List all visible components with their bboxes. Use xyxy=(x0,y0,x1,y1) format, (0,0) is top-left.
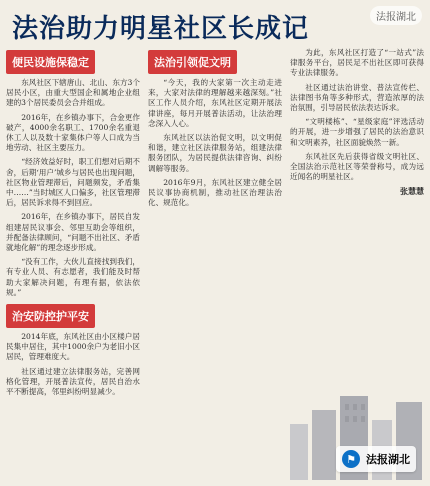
paragraph: 东风社区先后获得省级文明社区、全国法治示范社区等荣誉称号，成为远近闻名的明星社区。 xyxy=(290,151,424,182)
column-2 xyxy=(148,48,282,480)
page-title: 法治助力明星社区长成记 xyxy=(12,14,310,44)
paragraph: 东风社区下辖唐山、北山、东方3个居民小区，由重大型国企和属地企业组建的3个居民委员会合并组成。 xyxy=(6,78,140,108)
paragraph: “今天，我的大家第一次主动走进来，大家对法律的理解越来越深刻。”社区工作人员介绍，东风社区定期开展法律讲座，每月开展普法活动，让法治理念深入人心。 xyxy=(148,78,282,128)
column-1 xyxy=(6,48,140,480)
paragraph: “经济效益好时，职工们想对后期不舍，后期‘用户’城乡与居民也出现问题，社区物业管理滞后，问题频发，矛盾集中……”当时城区人口偏多，社区管理滞后，居民诉求得不到回应。 xyxy=(6,157,140,208)
paragraph: 2016年，在乡镇办事下，居民自发组建居民议事会、邻里互助会等组织，并配备法律顾问，“问题不出社区、矛盾就地化解”的理念逐步形成。 xyxy=(6,212,140,253)
paragraph: “文明楼栋”、“星级家庭”评选活动的开展，进一步增强了居民的法治意识和文明素养，社区面貌焕然一新。 xyxy=(290,117,424,147)
paragraph: 东风社区以法治促文明，以文明促和谐，建立社区法律服务站，组建法律服务团队，为居民提供法律咨询、纠纷调解等服务。 xyxy=(148,133,282,173)
paragraph: 2014年底，东风社区由小区楼户居民集中居住，其中1000余户为老旧小区居民，管理难度大。 xyxy=(6,332,140,362)
paragraph: 为此，东风社区打造了“一站式”法律服务平台，居民足不出社区即可获得专业法律服务。 xyxy=(290,48,424,78)
paragraph: 2016年，在乡镇办事下，合金更作破产，4000余名职工、1700余名重退休工人以及数十家集体户等人口成为当地劳动、社区主要压力。 xyxy=(6,112,140,153)
column-3 xyxy=(290,48,424,480)
author-name: 张慧慧 xyxy=(400,186,424,197)
watermark-badge: 法报湖北 xyxy=(370,6,422,25)
section-title-1: 便民设施保稳定 xyxy=(6,50,95,74)
paragraph: 2016年9月，东风社区建立健全居民议事协商机制，推动社区治理法治化、规范化。 xyxy=(148,177,282,208)
wechat-channel-icon: ⚑ xyxy=(342,450,360,468)
channel-name: 法报湖北 xyxy=(366,453,410,466)
section-title-2: 治安防控护平安 xyxy=(6,304,95,328)
paragraph: “没有工作，大伙儿直接找到我们，有专业人员、有志愿者，我们能及时帮助大家解决问题，有理有据，依法依规。” xyxy=(6,257,140,297)
article-columns xyxy=(6,48,424,480)
channel-logo[interactable] xyxy=(336,446,416,472)
paragraph: 社区通过建立法律服务站，完善网格化管理，开展普法宣传，居民自治水平不断提高，邻里纠纷明显减少。 xyxy=(6,366,140,397)
paragraph: 社区通过法治讲堂、普法宣传栏、法律图书角等多种形式，营造浓厚的法治氛围，引导居民依法表达诉求。 xyxy=(290,82,424,113)
section-title-3: 法治引领促文明 xyxy=(148,50,237,74)
